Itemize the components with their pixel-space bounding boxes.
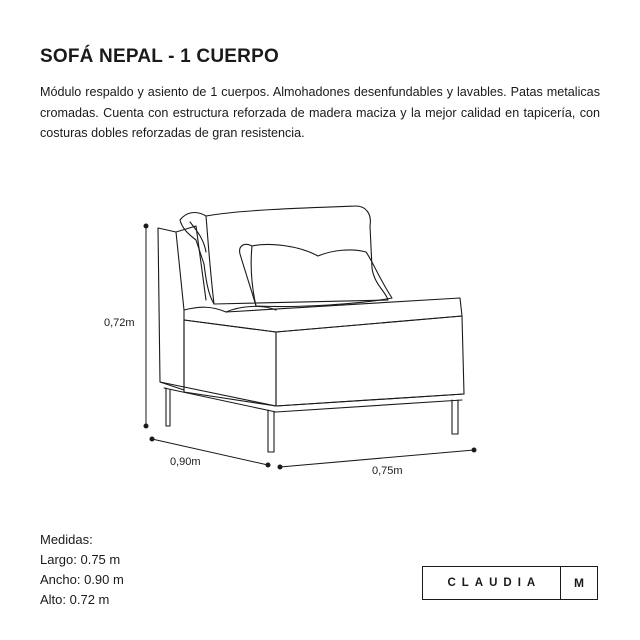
page-title: SOFÁ NEPAL - 1 CUERPO xyxy=(40,46,279,67)
brand-mark: M xyxy=(574,576,584,590)
seat-front-left xyxy=(184,320,276,406)
brand-name: CLAUDIA xyxy=(447,577,542,589)
width-dimension-dot-end xyxy=(472,448,476,452)
height-dimension-dot-top xyxy=(144,224,148,228)
sofa-drawing xyxy=(0,180,640,500)
sofa-back-edge xyxy=(176,226,206,300)
throw-pillow xyxy=(240,244,392,306)
width-dimension-dot-start xyxy=(278,465,282,469)
height-label: 0,72m xyxy=(104,317,135,329)
depth-dimension-dot-start xyxy=(150,437,154,441)
height-dimension-dot-bottom xyxy=(144,424,148,428)
leg-front-left xyxy=(268,410,274,452)
seat-cushion-top xyxy=(184,298,462,332)
measure-alto: Alto: 0.72 m xyxy=(40,592,110,607)
sofa-illustration xyxy=(0,180,640,500)
back-cushion-seam xyxy=(206,216,214,304)
seat-front-right xyxy=(276,316,464,406)
measure-largo: Largo: 0.75 m xyxy=(40,552,121,567)
product-description: Módulo respaldo y asiento de 1 cuerpos. Almohadones desenfundables y lavables. Patas metalicas cromadas. Cuenta con estructura reforzada de madera maciza y la mejor calidad en tapicería, con costuras dobles reforzadas de gran resistencia. xyxy=(40,85,600,140)
measures-heading: Medidas: xyxy=(40,532,93,547)
brand-logo xyxy=(422,566,598,600)
measures-list xyxy=(40,530,124,610)
width-label: 0,75m xyxy=(372,465,403,477)
depth-label: 0,90m xyxy=(170,456,201,468)
leg-back-left xyxy=(166,388,170,426)
measure-ancho: Ancho: 0.90 m xyxy=(40,572,124,587)
depth-dimension-dot-end xyxy=(266,463,270,467)
sofa-left-arm xyxy=(158,228,184,390)
leg-front-right xyxy=(452,400,458,434)
back-cushion xyxy=(180,206,388,304)
